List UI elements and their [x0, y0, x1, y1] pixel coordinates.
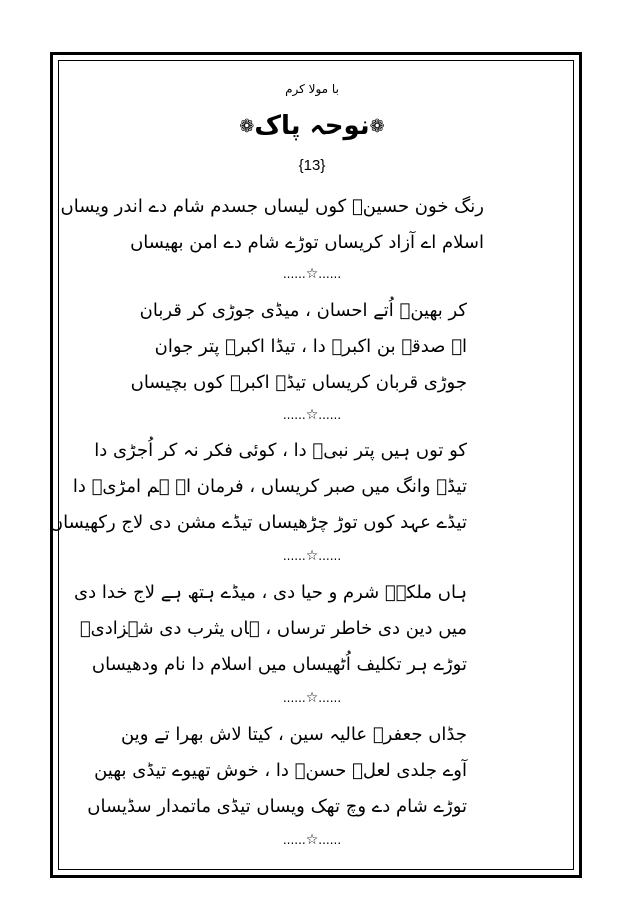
- stanza-divider: [0, 548, 624, 564]
- page-title: [0, 111, 624, 141]
- stanza-5-line-2: آوے جلدی لعلؑ حسنؑ دا ، خوش تھیوے تیڈی بھین: [94, 760, 467, 781]
- divider-dots: ......: [318, 408, 342, 422]
- stanza-divider: [0, 832, 624, 848]
- page-border-inner: [58, 60, 574, 870]
- header-dedication: با مولا کرم: [285, 82, 339, 96]
- stanza-3-line-1: کو توں ہیں پتر نبیؐ دا ، کوئی فکر نہ کر اُجڑی دا: [94, 440, 467, 461]
- star-icon: ☆: [305, 407, 319, 423]
- stanza-divider: [0, 690, 624, 706]
- divider-dots: ......: [318, 833, 342, 847]
- star-icon: ☆: [305, 548, 319, 564]
- divider-dots: ......: [282, 691, 306, 705]
- stanza-3-line-2: تیڈے وانگ میں صبر کریساں ، فرمان اے ہم امڑیؑ دا: [72, 476, 467, 497]
- divider-dots: ......: [318, 267, 342, 281]
- star-icon: ☆: [305, 266, 319, 282]
- stanza-1-line-1: رنگ خون حسینؑ کوں لیساں جسدم شام دے اندر ویساں: [60, 196, 484, 217]
- stanza-4-line-3: توڑے ہر تکلیف اُٹھیساں میں اسلام دا نام ودھیساں: [91, 654, 467, 675]
- divider-dots: ......: [282, 267, 306, 281]
- title-text: نوحہ پاک: [254, 111, 370, 141]
- divider-dots: ......: [282, 833, 306, 847]
- divider-dots: ......: [318, 691, 342, 705]
- star-icon: ☆: [305, 690, 319, 706]
- title-ornament-right: ❁: [369, 116, 385, 137]
- stanza-5-line-3: توڑے شام دے وچ تھک ویساں تیڈی ماتمدار سڈیساں: [87, 796, 467, 817]
- stanza-divider: [0, 266, 624, 282]
- stanza-2-line-1: کر بھینؑ اُتے احسان ، میڈی جوڑی کر قربان: [139, 300, 467, 321]
- title-ornament-left: ❁: [239, 116, 255, 137]
- stanza-5-line-1: جڈاں جعفرؑ عالیہ سین ، کیتا لاش بھرا تے وین: [120, 724, 467, 745]
- divider-dots: ......: [282, 408, 306, 422]
- stanza-2-line-3: جوڑی قربان کریساں تیڈے اکبرؑ کوں بچیساں: [130, 372, 467, 393]
- stanza-3-line-3: تیڈے عہد کوں توڑ چڑھیساں تیڈے مشن دی لاج رکھیساں: [49, 512, 467, 533]
- stanza-4-line-1: ہاں ملکہؑ شرم و حیا دی ، میڈے ہتھ ہے لاج خدا دی: [74, 582, 467, 603]
- stanza-4-line-2: میں دین دی خاطر ترساں ، ہاں یثرب دی شہزادیؑ: [79, 618, 467, 639]
- divider-dots: ......: [318, 549, 342, 563]
- star-icon: ☆: [305, 832, 319, 848]
- stanza-divider: [0, 407, 624, 423]
- nauha-number: {13}: [298, 157, 326, 174]
- stanza-2-line-2: اے صدقہ بن اکبرؑ دا ، تیڈا اکبرؑ پتر جوان: [154, 336, 467, 357]
- divider-dots: ......: [282, 549, 306, 563]
- stanza-1-line-2: اسلام اے آزاد کریساں توڑے شام دے امن بھیساں: [130, 232, 484, 253]
